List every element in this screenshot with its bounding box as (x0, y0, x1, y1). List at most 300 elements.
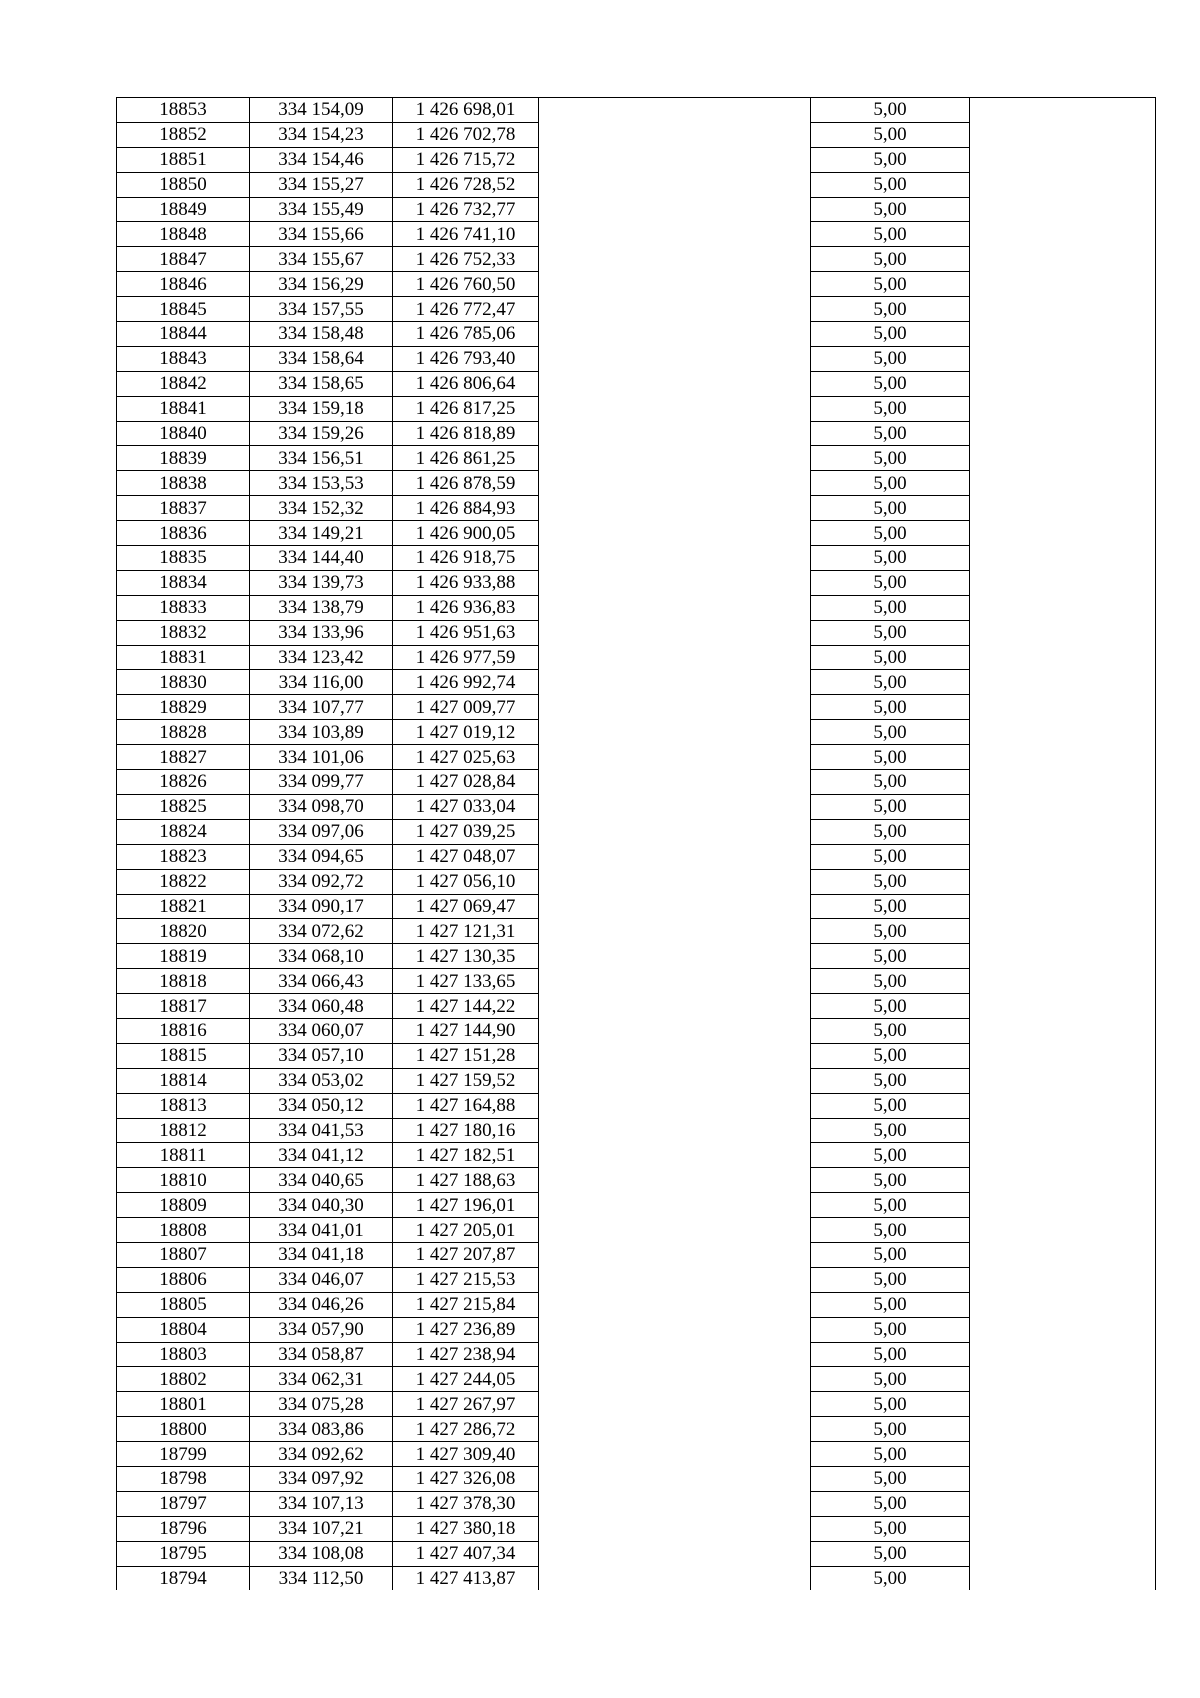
y-coordinate-cell: 1 426 933,88 (393, 570, 539, 595)
x-coordinate-cell: 334 072,62 (250, 919, 393, 944)
point-number-cell: 18803 (117, 1342, 250, 1367)
empty-cell (970, 670, 1156, 695)
empty-cell (539, 1317, 811, 1342)
y-coordinate-cell: 1 427 205,01 (393, 1218, 539, 1243)
table-row (117, 1267, 1156, 1292)
y-coordinate-cell: 1 426 977,59 (393, 645, 539, 670)
empty-cell (970, 446, 1156, 471)
y-coordinate-cell: 1 426 951,63 (393, 620, 539, 645)
y-coordinate-cell: 1 427 326,08 (393, 1466, 539, 1491)
value-cell: 5,00 (811, 471, 970, 496)
empty-cell (970, 122, 1156, 147)
point-number-cell: 18849 (117, 197, 250, 222)
value-cell: 5,00 (811, 695, 970, 720)
empty-cell (970, 172, 1156, 197)
empty-cell (539, 421, 811, 446)
table-row (117, 1242, 1156, 1267)
empty-cell (539, 894, 811, 919)
point-number-cell: 18826 (117, 770, 250, 795)
empty-cell (539, 720, 811, 745)
value-cell: 5,00 (811, 1466, 970, 1491)
x-coordinate-cell: 334 157,55 (250, 297, 393, 322)
empty-cell (539, 1068, 811, 1093)
table-row (117, 1342, 1156, 1367)
x-coordinate-cell: 334 041,12 (250, 1143, 393, 1168)
table-row (117, 869, 1156, 894)
empty-cell (970, 297, 1156, 322)
value-cell: 5,00 (811, 944, 970, 969)
empty-cell (970, 770, 1156, 795)
empty-cell (970, 620, 1156, 645)
empty-cell (970, 222, 1156, 247)
table-row (117, 1491, 1156, 1516)
empty-cell (539, 222, 811, 247)
empty-cell (539, 496, 811, 521)
point-number-cell: 18832 (117, 620, 250, 645)
x-coordinate-cell: 334 156,29 (250, 272, 393, 297)
x-coordinate-cell: 334 092,72 (250, 869, 393, 894)
point-number-cell: 18817 (117, 994, 250, 1019)
table-row (117, 521, 1156, 546)
point-number-cell: 18797 (117, 1491, 250, 1516)
x-coordinate-cell: 334 155,67 (250, 247, 393, 272)
x-coordinate-cell: 334 097,06 (250, 819, 393, 844)
value-cell: 5,00 (811, 1417, 970, 1442)
empty-cell (539, 1466, 811, 1491)
y-coordinate-cell: 1 427 380,18 (393, 1516, 539, 1541)
x-coordinate-cell: 334 060,07 (250, 1018, 393, 1043)
value-cell: 5,00 (811, 1541, 970, 1566)
x-coordinate-cell: 334 057,90 (250, 1317, 393, 1342)
y-coordinate-cell: 1 427 238,94 (393, 1342, 539, 1367)
table-row (117, 1417, 1156, 1442)
empty-cell (539, 670, 811, 695)
empty-cell (970, 197, 1156, 222)
empty-cell (970, 944, 1156, 969)
value-cell: 5,00 (811, 1491, 970, 1516)
value-cell: 5,00 (811, 297, 970, 322)
x-coordinate-cell: 334 066,43 (250, 969, 393, 994)
empty-cell (970, 1018, 1156, 1043)
table-row (117, 1143, 1156, 1168)
y-coordinate-cell: 1 427 130,35 (393, 944, 539, 969)
empty-cell (539, 1118, 811, 1143)
empty-cell (539, 1491, 811, 1516)
point-number-cell: 18800 (117, 1417, 250, 1442)
empty-cell (970, 1491, 1156, 1516)
point-number-cell: 18794 (117, 1566, 250, 1590)
empty-cell (970, 1218, 1156, 1243)
point-number-cell: 18813 (117, 1093, 250, 1118)
point-number-cell: 18795 (117, 1541, 250, 1566)
empty-cell (539, 1417, 811, 1442)
y-coordinate-cell: 1 426 698,01 (393, 98, 539, 123)
x-coordinate-cell: 334 098,70 (250, 794, 393, 819)
x-coordinate-cell: 334 041,01 (250, 1218, 393, 1243)
empty-cell (970, 919, 1156, 944)
y-coordinate-cell: 1 426 741,10 (393, 222, 539, 247)
table-row (117, 1442, 1156, 1467)
point-number-cell: 18816 (117, 1018, 250, 1043)
empty-cell (970, 819, 1156, 844)
value-cell: 5,00 (811, 869, 970, 894)
x-coordinate-cell: 334 158,64 (250, 346, 393, 371)
point-number-cell: 18834 (117, 570, 250, 595)
y-coordinate-cell: 1 427 133,65 (393, 969, 539, 994)
empty-cell (539, 1292, 811, 1317)
value-cell: 5,00 (811, 1392, 970, 1417)
empty-cell (970, 695, 1156, 720)
table-row (117, 794, 1156, 819)
empty-cell (539, 919, 811, 944)
empty-cell (539, 1193, 811, 1218)
empty-cell (539, 122, 811, 147)
empty-cell (539, 272, 811, 297)
y-coordinate-cell: 1 427 244,05 (393, 1367, 539, 1392)
value-cell: 5,00 (811, 1143, 970, 1168)
point-number-cell: 18840 (117, 421, 250, 446)
table-row (117, 1118, 1156, 1143)
table-row (117, 1068, 1156, 1093)
point-number-cell: 18819 (117, 944, 250, 969)
x-coordinate-cell: 334 101,06 (250, 745, 393, 770)
value-cell: 5,00 (811, 819, 970, 844)
empty-cell (539, 695, 811, 720)
value-cell: 5,00 (811, 1218, 970, 1243)
x-coordinate-cell: 334 053,02 (250, 1068, 393, 1093)
y-coordinate-cell: 1 426 817,25 (393, 396, 539, 421)
empty-cell (970, 1566, 1156, 1590)
x-coordinate-cell: 334 149,21 (250, 521, 393, 546)
point-number-cell: 18833 (117, 595, 250, 620)
empty-cell (539, 1516, 811, 1541)
table-row (117, 421, 1156, 446)
empty-cell (970, 371, 1156, 396)
x-coordinate-cell: 334 159,18 (250, 396, 393, 421)
point-number-cell: 18824 (117, 819, 250, 844)
empty-cell (970, 396, 1156, 421)
y-coordinate-cell: 1 427 159,52 (393, 1068, 539, 1093)
y-coordinate-cell: 1 427 121,31 (393, 919, 539, 944)
empty-cell (539, 969, 811, 994)
value-cell: 5,00 (811, 595, 970, 620)
empty-cell (539, 844, 811, 869)
point-number-cell: 18829 (117, 695, 250, 720)
empty-cell (539, 247, 811, 272)
point-number-cell: 18796 (117, 1516, 250, 1541)
empty-cell (970, 1392, 1156, 1417)
table-row (117, 98, 1156, 123)
x-coordinate-cell: 334 159,26 (250, 421, 393, 446)
x-coordinate-cell: 334 097,92 (250, 1466, 393, 1491)
table-row (117, 147, 1156, 172)
empty-cell (539, 1168, 811, 1193)
value-cell: 5,00 (811, 1068, 970, 1093)
value-cell: 5,00 (811, 844, 970, 869)
empty-cell (970, 1068, 1156, 1093)
x-coordinate-cell: 334 040,30 (250, 1193, 393, 1218)
empty-cell (539, 770, 811, 795)
coordinates-table (116, 97, 1156, 1590)
table-row (117, 1168, 1156, 1193)
value-cell: 5,00 (811, 446, 970, 471)
empty-cell (970, 1242, 1156, 1267)
value-cell: 5,00 (811, 570, 970, 595)
table-row (117, 695, 1156, 720)
point-number-cell: 18837 (117, 496, 250, 521)
point-number-cell: 18798 (117, 1466, 250, 1491)
empty-cell (539, 1367, 811, 1392)
x-coordinate-cell: 334 099,77 (250, 770, 393, 795)
table-row (117, 346, 1156, 371)
x-coordinate-cell: 334 107,77 (250, 695, 393, 720)
empty-cell (970, 147, 1156, 172)
x-coordinate-cell: 334 139,73 (250, 570, 393, 595)
empty-cell (539, 297, 811, 322)
table-row (117, 595, 1156, 620)
value-cell: 5,00 (811, 396, 970, 421)
empty-cell (970, 570, 1156, 595)
empty-cell (539, 346, 811, 371)
y-coordinate-cell: 1 427 069,47 (393, 894, 539, 919)
table-row (117, 720, 1156, 745)
table-row (117, 471, 1156, 496)
y-coordinate-cell: 1 427 188,63 (393, 1168, 539, 1193)
table-row (117, 570, 1156, 595)
point-number-cell: 18806 (117, 1267, 250, 1292)
y-coordinate-cell: 1 427 144,90 (393, 1018, 539, 1043)
point-number-cell: 18851 (117, 147, 250, 172)
empty-cell (970, 645, 1156, 670)
point-number-cell: 18820 (117, 919, 250, 944)
y-coordinate-cell: 1 427 048,07 (393, 844, 539, 869)
y-coordinate-cell: 1 426 861,25 (393, 446, 539, 471)
y-coordinate-cell: 1 427 267,97 (393, 1392, 539, 1417)
empty-cell (539, 1242, 811, 1267)
point-number-cell: 18848 (117, 222, 250, 247)
point-number-cell: 18835 (117, 546, 250, 571)
x-coordinate-cell: 334 083,86 (250, 1417, 393, 1442)
point-number-cell: 18801 (117, 1392, 250, 1417)
value-cell: 5,00 (811, 222, 970, 247)
value-cell: 5,00 (811, 969, 970, 994)
table-row (117, 197, 1156, 222)
y-coordinate-cell: 1 427 286,72 (393, 1417, 539, 1442)
y-coordinate-cell: 1 426 818,89 (393, 421, 539, 446)
point-number-cell: 18827 (117, 745, 250, 770)
x-coordinate-cell: 334 068,10 (250, 944, 393, 969)
empty-cell (970, 421, 1156, 446)
table-row (117, 1292, 1156, 1317)
empty-cell (539, 197, 811, 222)
table-row (117, 944, 1156, 969)
empty-cell (539, 1541, 811, 1566)
empty-cell (539, 521, 811, 546)
y-coordinate-cell: 1 427 180,16 (393, 1118, 539, 1143)
empty-cell (970, 98, 1156, 123)
value-cell: 5,00 (811, 794, 970, 819)
point-number-cell: 18843 (117, 346, 250, 371)
table-row (117, 620, 1156, 645)
empty-cell (970, 322, 1156, 347)
point-number-cell: 18845 (117, 297, 250, 322)
x-coordinate-cell: 334 041,53 (250, 1118, 393, 1143)
table-row (117, 745, 1156, 770)
empty-cell (539, 620, 811, 645)
value-cell: 5,00 (811, 322, 970, 347)
y-coordinate-cell: 1 426 936,83 (393, 595, 539, 620)
value-cell: 5,00 (811, 620, 970, 645)
value-cell: 5,00 (811, 1118, 970, 1143)
empty-cell (970, 1093, 1156, 1118)
empty-cell (970, 595, 1156, 620)
point-number-cell: 18853 (117, 98, 250, 123)
table-row (117, 1566, 1156, 1590)
table-row (117, 844, 1156, 869)
empty-cell (970, 844, 1156, 869)
y-coordinate-cell: 1 427 413,87 (393, 1566, 539, 1590)
value-cell: 5,00 (811, 1168, 970, 1193)
empty-cell (539, 944, 811, 969)
y-coordinate-cell: 1 426 715,72 (393, 147, 539, 172)
empty-cell (539, 147, 811, 172)
x-coordinate-cell: 334 103,89 (250, 720, 393, 745)
y-coordinate-cell: 1 427 378,30 (393, 1491, 539, 1516)
y-coordinate-cell: 1 427 309,40 (393, 1442, 539, 1467)
table-row (117, 322, 1156, 347)
value-cell: 5,00 (811, 147, 970, 172)
table-row (117, 919, 1156, 944)
x-coordinate-cell: 334 050,12 (250, 1093, 393, 1118)
empty-cell (539, 595, 811, 620)
y-coordinate-cell: 1 427 207,87 (393, 1242, 539, 1267)
table-row (117, 1516, 1156, 1541)
table-row (117, 670, 1156, 695)
empty-cell (539, 819, 811, 844)
x-coordinate-cell: 334 075,28 (250, 1392, 393, 1417)
table-row (117, 1367, 1156, 1392)
value-cell: 5,00 (811, 1267, 970, 1292)
y-coordinate-cell: 1 427 033,04 (393, 794, 539, 819)
table-row (117, 770, 1156, 795)
point-number-cell: 18823 (117, 844, 250, 869)
table-row (117, 1541, 1156, 1566)
x-coordinate-cell: 334 152,32 (250, 496, 393, 521)
x-coordinate-cell: 334 153,53 (250, 471, 393, 496)
table-row (117, 546, 1156, 571)
point-number-cell: 18825 (117, 794, 250, 819)
value-cell: 5,00 (811, 247, 970, 272)
point-number-cell: 18807 (117, 1242, 250, 1267)
y-coordinate-cell: 1 427 019,12 (393, 720, 539, 745)
point-number-cell: 18799 (117, 1442, 250, 1467)
empty-cell (970, 1516, 1156, 1541)
value-cell: 5,00 (811, 1242, 970, 1267)
x-coordinate-cell: 334 123,42 (250, 645, 393, 670)
point-number-cell: 18830 (117, 670, 250, 695)
x-coordinate-cell: 334 116,00 (250, 670, 393, 695)
point-number-cell: 18844 (117, 322, 250, 347)
empty-cell (539, 1143, 811, 1168)
y-coordinate-cell: 1 427 039,25 (393, 819, 539, 844)
x-coordinate-cell: 334 046,26 (250, 1292, 393, 1317)
x-coordinate-cell: 334 062,31 (250, 1367, 393, 1392)
value-cell: 5,00 (811, 1193, 970, 1218)
empty-cell (970, 1193, 1156, 1218)
table-row (117, 371, 1156, 396)
value-cell: 5,00 (811, 1367, 970, 1392)
table-row (117, 446, 1156, 471)
table-row (117, 1466, 1156, 1491)
table-row (117, 994, 1156, 1019)
empty-cell (539, 1342, 811, 1367)
empty-cell (970, 894, 1156, 919)
value-cell: 5,00 (811, 670, 970, 695)
empty-cell (970, 247, 1156, 272)
table-row (117, 247, 1156, 272)
x-coordinate-cell: 334 133,96 (250, 620, 393, 645)
point-number-cell: 18812 (117, 1118, 250, 1143)
empty-cell (970, 346, 1156, 371)
x-coordinate-cell: 334 090,17 (250, 894, 393, 919)
table-row (117, 496, 1156, 521)
value-cell: 5,00 (811, 197, 970, 222)
empty-cell (970, 1442, 1156, 1467)
table-row (117, 969, 1156, 994)
y-coordinate-cell: 1 426 793,40 (393, 346, 539, 371)
x-coordinate-cell: 334 112,50 (250, 1566, 393, 1590)
y-coordinate-cell: 1 426 918,75 (393, 546, 539, 571)
table-row (117, 297, 1156, 322)
empty-cell (539, 1392, 811, 1417)
x-coordinate-cell: 334 040,65 (250, 1168, 393, 1193)
empty-cell (970, 1267, 1156, 1292)
point-number-cell: 18850 (117, 172, 250, 197)
value-cell: 5,00 (811, 1566, 970, 1590)
x-coordinate-cell: 334 057,10 (250, 1043, 393, 1068)
table-row (117, 1193, 1156, 1218)
value-cell: 5,00 (811, 496, 970, 521)
value-cell: 5,00 (811, 1342, 970, 1367)
empty-cell (970, 1367, 1156, 1392)
x-coordinate-cell: 334 107,13 (250, 1491, 393, 1516)
y-coordinate-cell: 1 426 992,74 (393, 670, 539, 695)
point-number-cell: 18810 (117, 1168, 250, 1193)
empty-cell (970, 745, 1156, 770)
point-number-cell: 18828 (117, 720, 250, 745)
table-row (117, 645, 1156, 670)
table-row (117, 819, 1156, 844)
x-coordinate-cell: 334 156,51 (250, 446, 393, 471)
table-row (117, 1218, 1156, 1243)
value-cell: 5,00 (811, 745, 970, 770)
x-coordinate-cell: 334 155,27 (250, 172, 393, 197)
y-coordinate-cell: 1 427 151,28 (393, 1043, 539, 1068)
empty-cell (539, 1442, 811, 1467)
value-cell: 5,00 (811, 720, 970, 745)
empty-cell (970, 720, 1156, 745)
y-coordinate-cell: 1 426 702,78 (393, 122, 539, 147)
y-coordinate-cell: 1 426 772,47 (393, 297, 539, 322)
x-coordinate-cell: 334 041,18 (250, 1242, 393, 1267)
empty-cell (539, 1018, 811, 1043)
value-cell: 5,00 (811, 1043, 970, 1068)
table-row (117, 172, 1156, 197)
table-row (117, 396, 1156, 421)
point-number-cell: 18815 (117, 1043, 250, 1068)
y-coordinate-cell: 1 427 407,34 (393, 1541, 539, 1566)
empty-cell (539, 98, 811, 123)
